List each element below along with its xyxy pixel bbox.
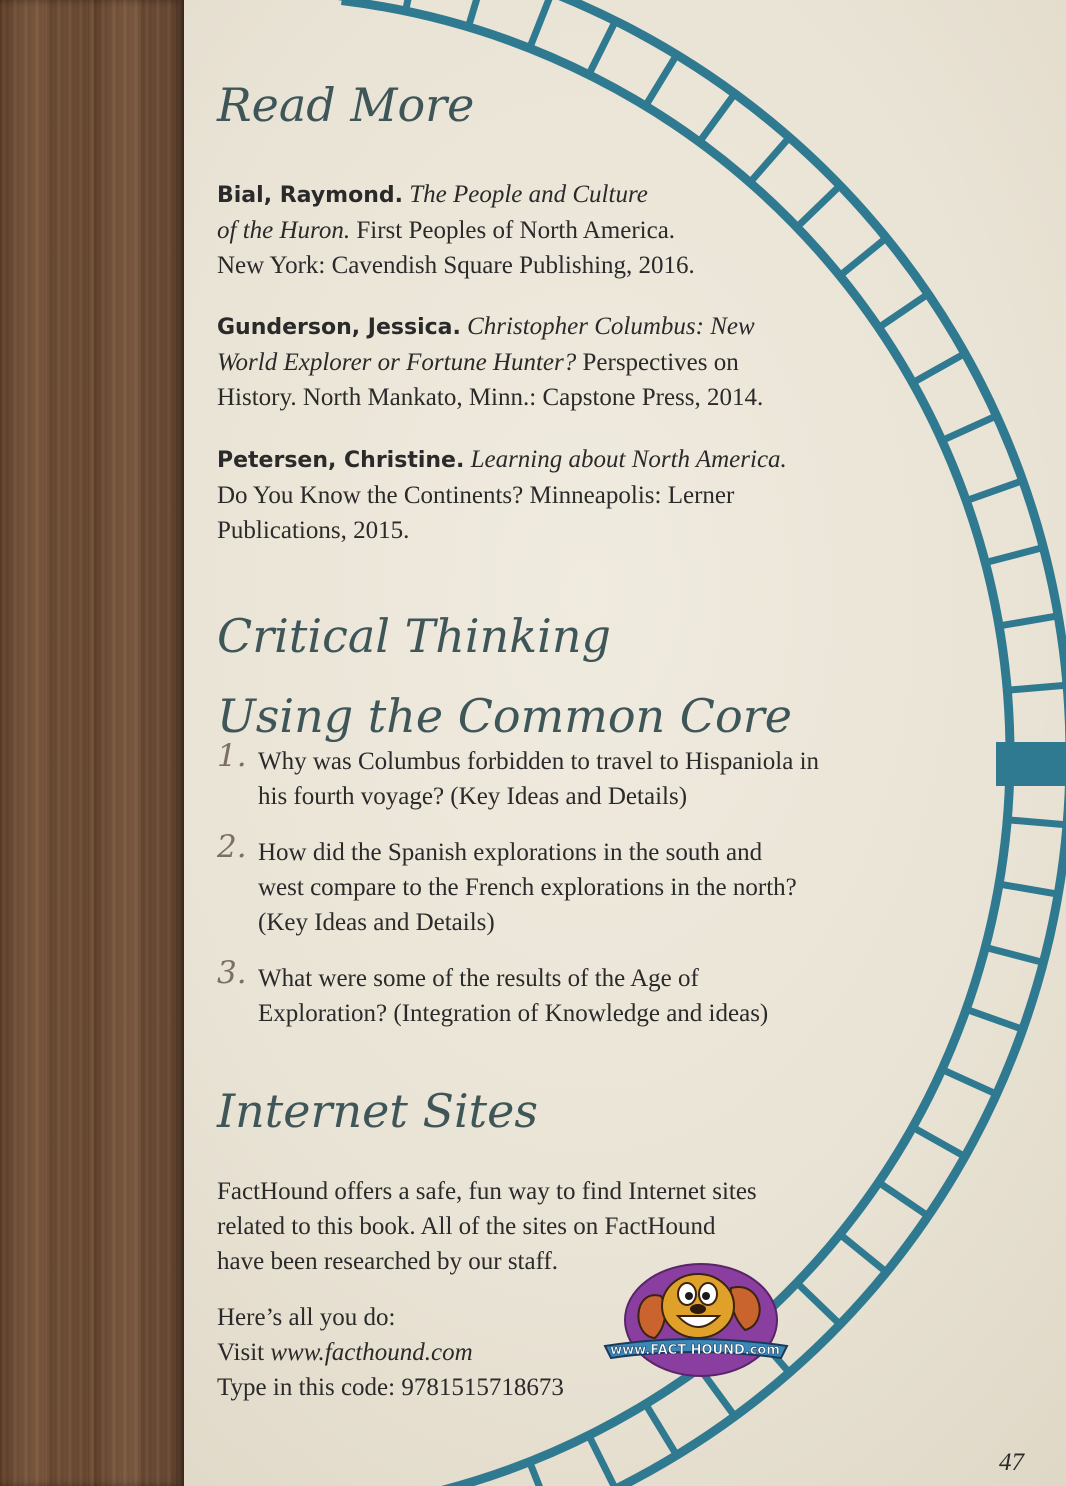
ring-tick bbox=[942, 1069, 997, 1094]
reference-author: Petersen, Christine. bbox=[217, 448, 465, 473]
reference-entry-3 bbox=[217, 442, 857, 548]
reference-author: Bial, Raymond. bbox=[217, 183, 403, 208]
logo-text: www.FACT HOUND.com bbox=[610, 1343, 780, 1358]
read-more-heading: Read More bbox=[217, 78, 475, 132]
question-number: 3. bbox=[217, 955, 247, 991]
question-2 bbox=[217, 829, 937, 940]
question-line: Exploration? (Integration of Knowledge and ideas) bbox=[258, 1000, 769, 1027]
internet-sites-heading: Internet Sites bbox=[217, 1084, 538, 1138]
ring-tick bbox=[589, 1435, 616, 1486]
reference-details: Publications, 2015. bbox=[217, 517, 410, 544]
reference-author: Gunderson, Jessica. bbox=[217, 315, 461, 340]
question-line: Why was Columbus forbidden to travel to Hispaniola in bbox=[258, 748, 820, 775]
page-number: 47 bbox=[999, 1449, 1024, 1476]
reference-details: History. North Mankato, Minn.: Capstone Press, 2014. bbox=[217, 384, 764, 411]
ring-tick bbox=[999, 884, 1058, 894]
ring-tick bbox=[985, 547, 1043, 562]
reference-entry-2 bbox=[217, 309, 857, 415]
reference-details: Perspectives on bbox=[576, 349, 739, 376]
ring-tick bbox=[985, 947, 1043, 962]
ring-tick bbox=[942, 416, 997, 441]
reference-details: Do You Know the Continents? Minneapolis: Lerner bbox=[217, 482, 735, 509]
heading-line: Using the Common Core bbox=[217, 689, 792, 743]
ring-tick bbox=[797, 1283, 840, 1325]
ring-tick bbox=[879, 1182, 929, 1216]
question-1 bbox=[217, 738, 937, 814]
question-text bbox=[258, 744, 937, 814]
intro-line: FactHound offers a safe, fun way to find Internet sites bbox=[217, 1178, 757, 1205]
heading-line: Critical Thinking bbox=[217, 609, 611, 663]
ring-tick bbox=[699, 94, 734, 142]
ring-tick bbox=[530, 1462, 552, 1486]
critical-thinking-heading bbox=[217, 596, 792, 756]
ring-tick bbox=[966, 1009, 1023, 1029]
ring-tick bbox=[750, 137, 789, 182]
steps-intro: Here’s all you do: bbox=[217, 1304, 396, 1331]
reference-details: First Peoples of North America. bbox=[350, 217, 676, 244]
ring-tick bbox=[645, 1404, 676, 1455]
reference-title: Christopher Columbus: New bbox=[467, 313, 755, 340]
question-line: How did the Spanish explorations in the south and bbox=[258, 839, 763, 866]
reference-title: World Explorer or Fortune Hunter? bbox=[217, 349, 577, 376]
ring-pointer bbox=[996, 742, 1066, 786]
question-number: 2. bbox=[217, 829, 247, 865]
question-line: west compare to the French explorations in the north? bbox=[258, 874, 797, 901]
ring-tick bbox=[966, 481, 1023, 501]
ring-tick bbox=[913, 1127, 965, 1156]
question-text bbox=[258, 961, 937, 1031]
ring-tick bbox=[589, 21, 616, 75]
question-line: What were some of the results of the Age of bbox=[258, 965, 699, 992]
visit-label: Visit bbox=[217, 1339, 271, 1366]
ring-tick bbox=[879, 294, 929, 328]
question-text bbox=[258, 835, 937, 940]
ring-tick bbox=[1007, 820, 1066, 825]
ring-tick bbox=[645, 55, 676, 106]
reference-title: Learning about North America. bbox=[470, 446, 787, 473]
question-line: (Key Ideas and Details) bbox=[258, 909, 495, 936]
ring-tick bbox=[913, 353, 965, 382]
ring-tick bbox=[1007, 685, 1066, 690]
facthound-instructions bbox=[217, 1300, 617, 1405]
reference-title: The People and Culture bbox=[409, 181, 648, 208]
reference-details: New York: Cavendish Square Publishing, 2016. bbox=[217, 252, 695, 279]
ring-tick bbox=[530, 0, 552, 48]
code-line: Type in this code: 9781515718673 bbox=[217, 1374, 564, 1401]
question-number: 1. bbox=[217, 738, 247, 774]
facthound-link[interactable]: www.facthound.com bbox=[270, 1339, 473, 1366]
reference-title: of the Huron. bbox=[217, 217, 351, 244]
facthound-logo[interactable] bbox=[603, 1258, 789, 1380]
question-line: his fourth voyage? (Key Ideas and Details) bbox=[258, 783, 688, 810]
intro-line: have been researched by our staff. bbox=[217, 1248, 559, 1275]
ring-tick bbox=[999, 616, 1058, 626]
ring-tick bbox=[468, 0, 485, 27]
question-3 bbox=[217, 955, 937, 1031]
reference-entry-1 bbox=[217, 177, 857, 283]
intro-line: related to this book. All of the sites on FactHound bbox=[217, 1213, 716, 1240]
